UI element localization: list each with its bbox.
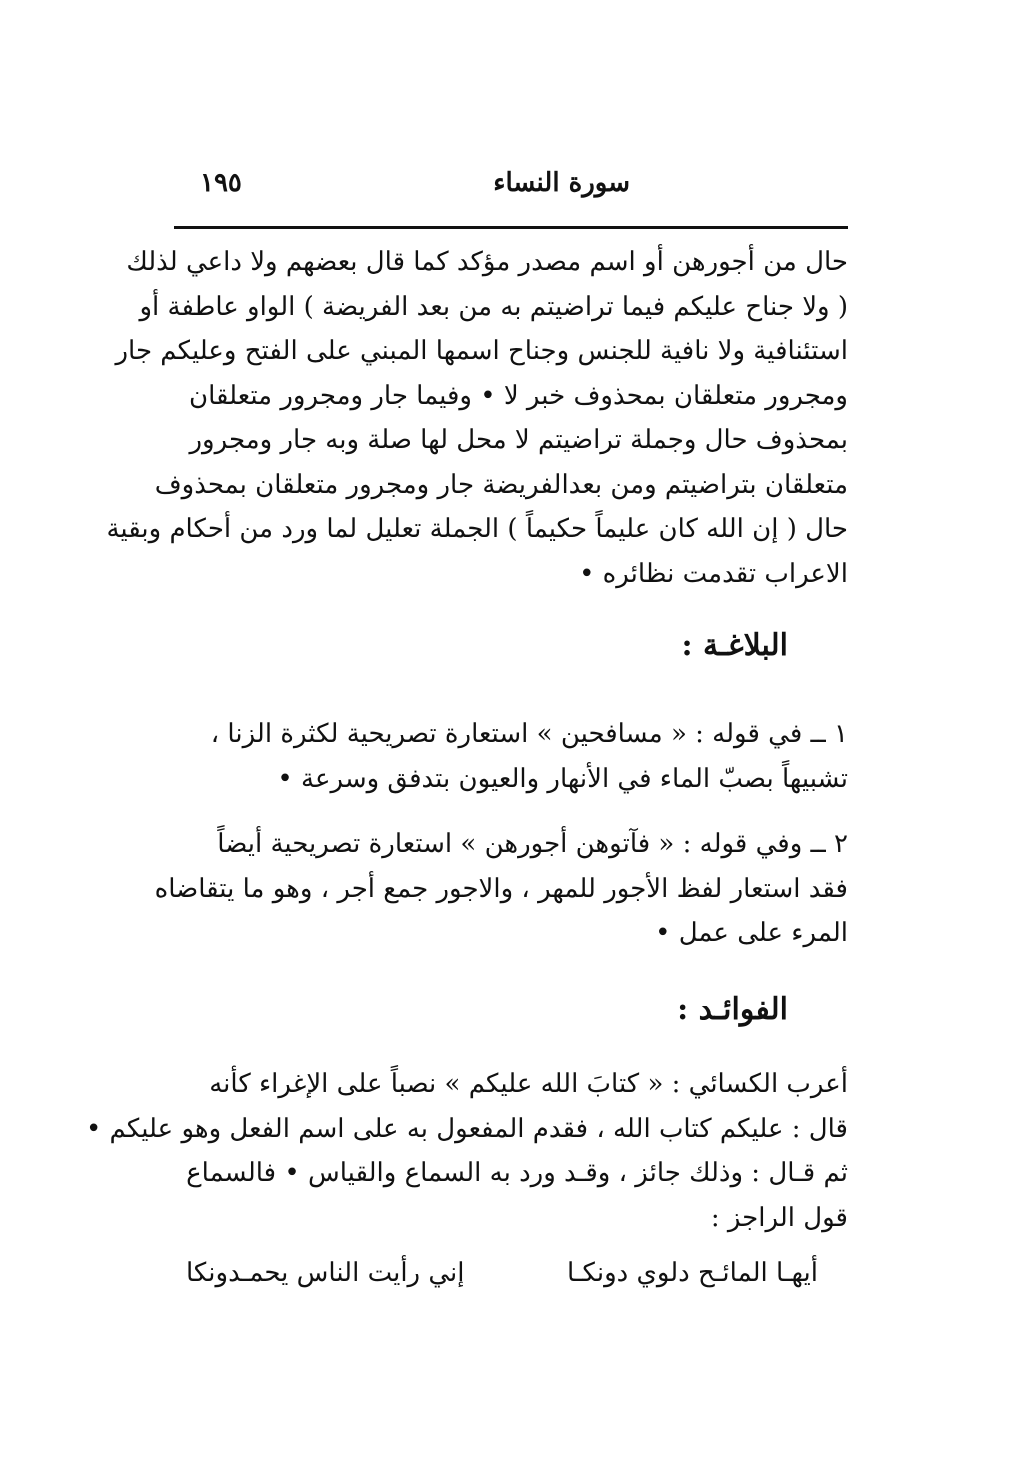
balagha-heading: البلاغـة : — [681, 628, 788, 663]
surah-title: سورة النساء — [493, 168, 630, 198]
text-line: استئنافية ولا نافية للجنس وجناح اسمها المبني على الفتح وعليكم جار — [115, 336, 848, 366]
text-line: ١ ــ في قوله : « مسافحين » استعارة تصريحية لكثرة الزنا ، — [210, 719, 848, 749]
text-line: الاعراب تقدمت نظائره • — [579, 558, 848, 589]
text-line: ( ولا جناح عليكم فيما تراضيتم به من بعد الفريضة ) الواو عاطفة أو — [139, 291, 848, 322]
text-line: تشبيهاً بصبّ الماء في الأنهار والعيون بتدفق وسرعة • — [277, 763, 848, 794]
header-rule — [174, 226, 848, 229]
text-line: المرء على عمل • — [655, 918, 848, 948]
irab-paragraph — [106, 240, 848, 596]
text-line: فقد استعار لفظ الأجور للمهر ، والاجور جمع أجر ، وهو ما يتقاضاه — [154, 873, 848, 904]
page-number: ١٩٥ — [200, 168, 242, 198]
text-line: قال : عليكم كتاب الله ، فقدم المفعول به على اسم الفعل وهو عليكم • — [85, 1113, 848, 1144]
page-header — [172, 168, 848, 208]
balagha-point-1 — [172, 712, 848, 801]
text-line: بمحذوف حال وجملة تراضيتم لا محل لها صلة وبه جار ومجرور — [189, 425, 848, 455]
text-line: قول الراجز : — [710, 1202, 848, 1233]
balagha-point-2 — [154, 822, 848, 956]
text-line: أعرب الكسائي : « كتابَ الله عليكم » نصباً على الإغراء كأنه — [209, 1069, 848, 1099]
fawaid-heading: الفوائـد : — [677, 992, 788, 1027]
text-line: حال ( إن الله كان عليماً حكيماً ) الجملة تعليل لما ورد من أحكام وبقية — [106, 514, 848, 544]
poetry-verse — [172, 1258, 818, 1302]
text-line: متعلقان بتراضيتم ومن بعدالفريضة جار ومجرور متعلقان بمحذوف — [154, 469, 848, 500]
fawaid-paragraph — [85, 1062, 848, 1240]
text-line: ثم قـال : وذلك جائز ، وقـد ورد به السماع والقياس • فالسماع — [186, 1158, 848, 1188]
second-hemistich: إني رأيت الناس يحمـدونكا — [186, 1258, 465, 1288]
text-line: ٢ ــ وفي قوله : « فآتوهن أجورهن » استعارة تصريحية أيضاً — [217, 829, 848, 859]
text-line: ومجرور متعلقان بمحذوف خبر لا • وفيما جار ومجرور متعلقان — [189, 380, 848, 411]
text-line: حال من أجورهن أو اسم مصدر مؤكد كما قال بعضهم ولا داعي لذلك — [126, 247, 848, 277]
first-hemistich: أيهـا المائـح دلوي دونكـا — [566, 1258, 818, 1288]
